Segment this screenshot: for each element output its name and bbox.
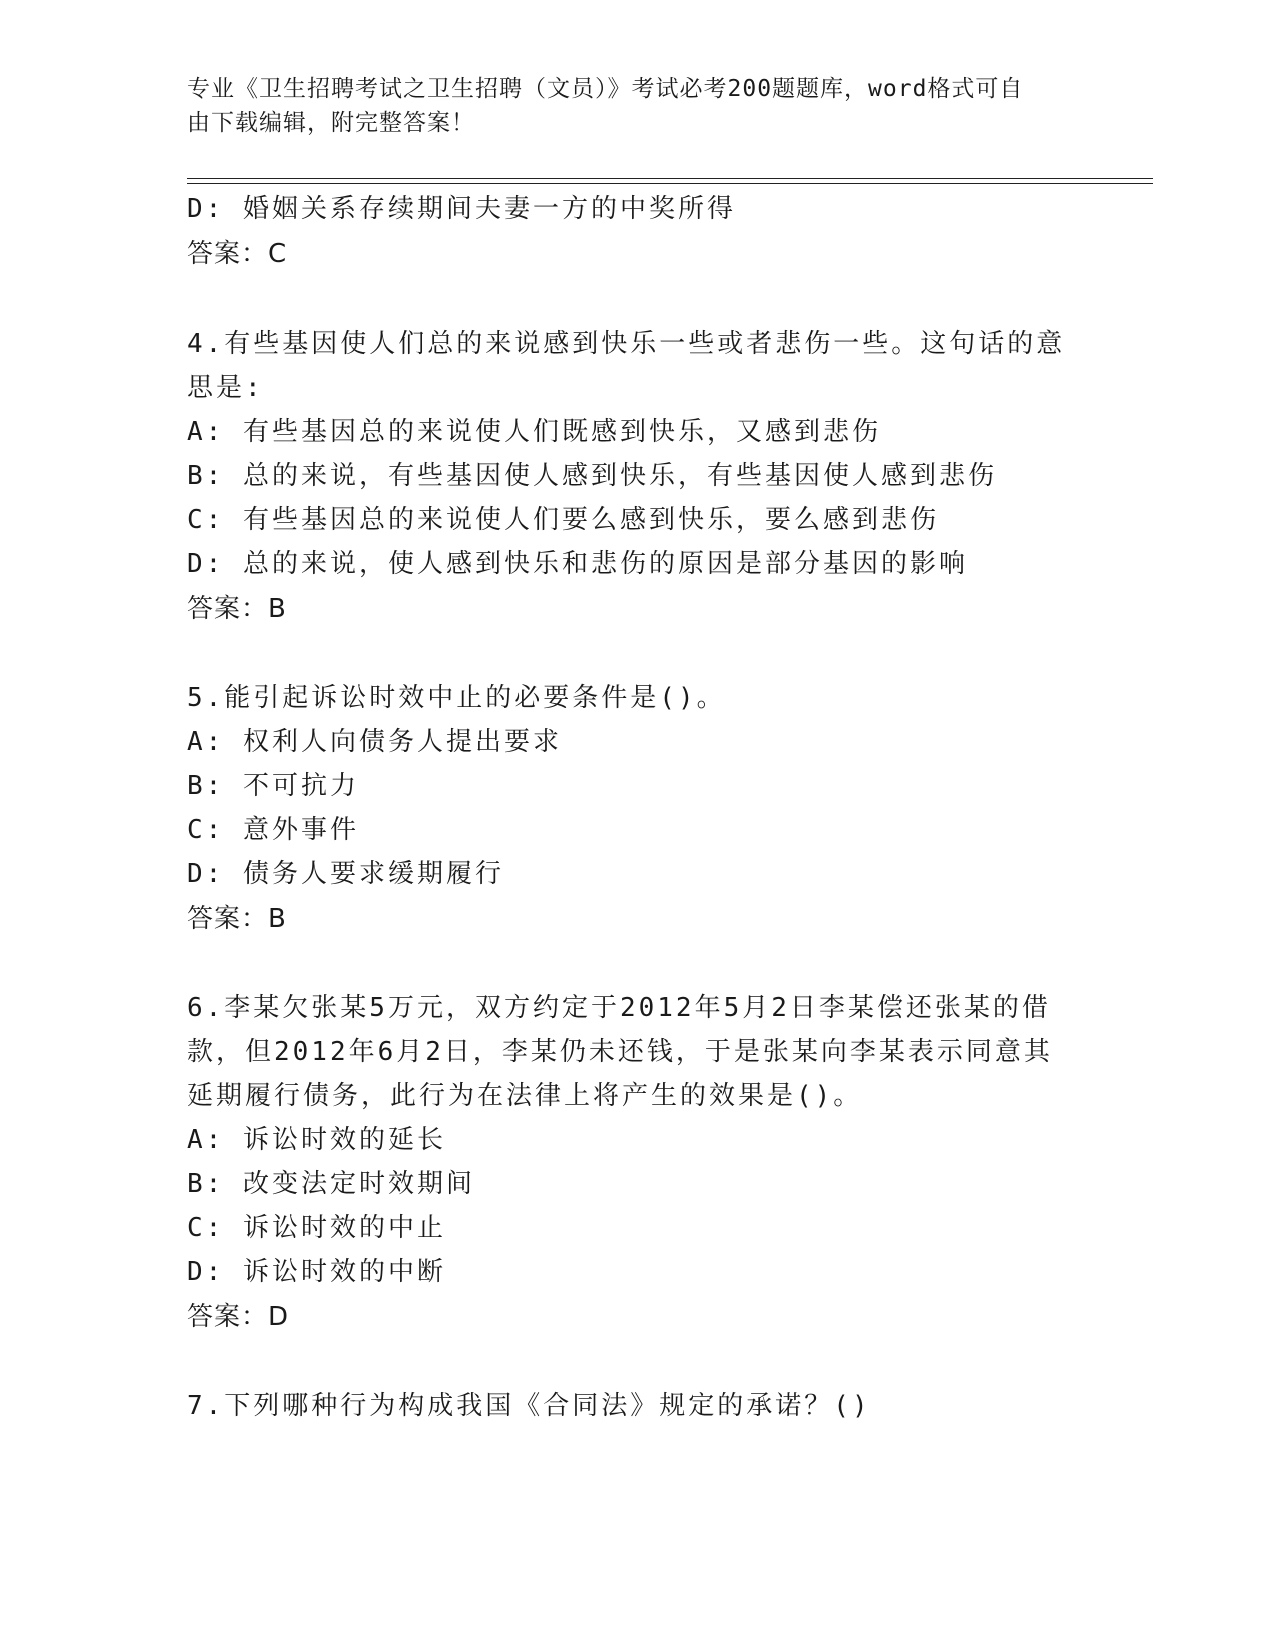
header-line-2: 由下载编辑，附完整答案！ [187,110,475,136]
header-rule-top [187,178,1153,179]
header-line-1: 专业《卫生招聘考试之卫生招聘（文员）》考试必考200题题库，word格式可自 [187,76,1024,102]
option-b: B: 总的来说，有些基因使人感到快乐，有些基因使人感到悲伤 [187,461,997,491]
option-d: D: 总的来说，使人感到快乐和悲伤的原因是部分基因的影响 [187,549,968,579]
continued-answer: 答案：C [187,239,288,269]
header-rule-bottom [187,183,1153,184]
continued-option-d: D: 婚姻关系存续期间夫妻一方的中奖所得 [187,194,736,224]
question-stem-line: 6.李某欠张某5万元，双方约定于2012年5月2日李某偿还张某的借 [187,993,1051,1023]
question-stem-line: 延期履行债务，此行为在法律上将产生的效果是()。 [187,1081,863,1111]
question-stem-line: 5.能引起诉讼时效中止的必要条件是()。 [187,683,726,713]
option-c: C: 诉讼时效的中止 [187,1213,446,1243]
option-b: B: 改变法定时效期间 [187,1169,475,1199]
option-d: D: 诉讼时效的中断 [187,1257,446,1287]
option-d: D: 债务人要求缓期履行 [187,859,504,889]
answer: 答案：D [187,1302,290,1332]
option-a: A: 权利人向债务人提出要求 [187,727,562,757]
option-a: A: 有些基因总的来说使人们既感到快乐，又感到悲伤 [187,417,881,447]
answer: 答案：B [187,904,287,934]
option-b: B: 不可抗力 [187,771,359,801]
page-header [187,72,1087,140]
question-stem-line: 4.有些基因使人们总的来说感到快乐一些或者悲伤一些。这句话的意 [187,329,1066,359]
option-c: C: 意外事件 [187,815,359,845]
question-stem-line: 7.下列哪种行为构成我国《合同法》规定的承诺？() [187,1391,871,1421]
answer: 答案：B [187,594,287,624]
option-c: C: 有些基因总的来说使人们要么感到快乐，要么感到悲伤 [187,505,939,535]
question-stem-line: 款，但2012年6月2日，李某仍未还钱，于是张某向李某表示同意其 [187,1037,1053,1067]
option-a: A: 诉讼时效的延长 [187,1125,446,1155]
question-stem-line: 思是: [187,373,264,403]
